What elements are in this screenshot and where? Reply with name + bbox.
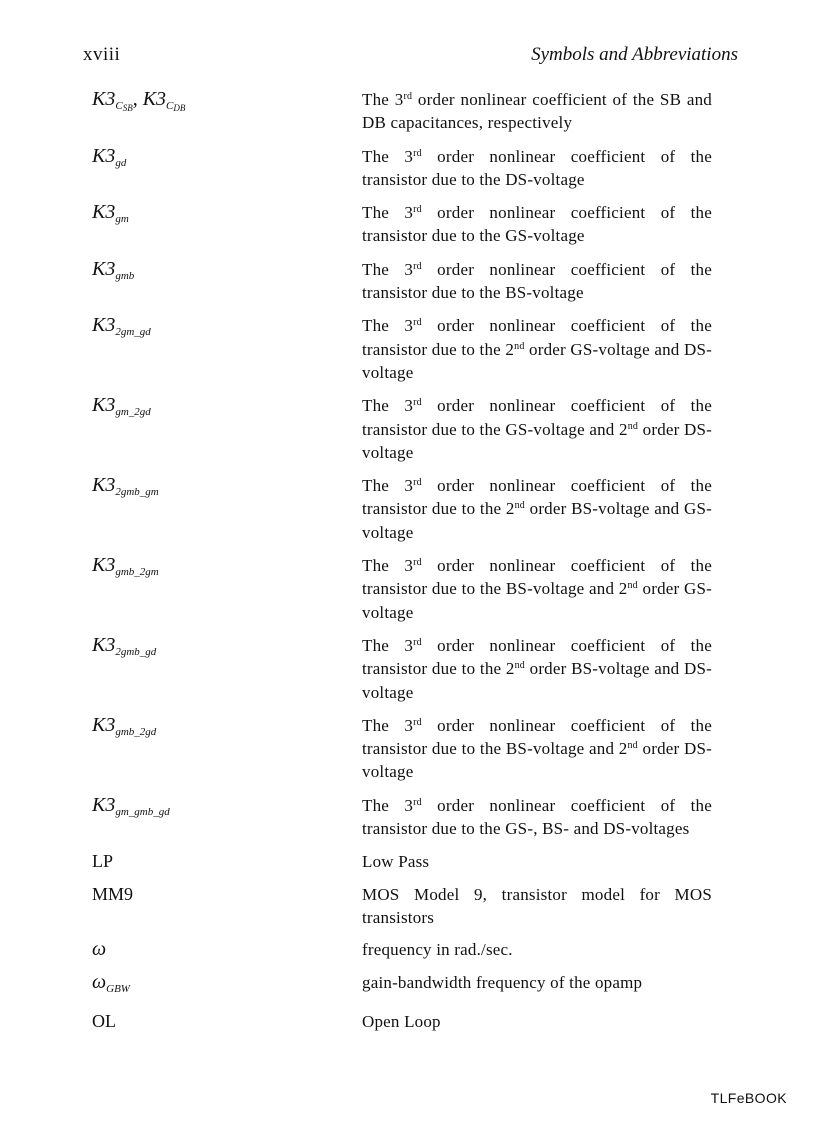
entry-description: MOS Model 9, transistor model for MOS transistors [362, 884, 712, 927]
list-item [0, 201, 816, 248]
entry-description: The 3rd order nonlinear coefficient of the transistor due to the BS-voltage [362, 259, 712, 303]
list-item [0, 938, 816, 961]
entry-symbol: $K3_{2gmb\_gd}$ [92, 633, 157, 658]
page-header [83, 44, 738, 68]
entry-symbol: OL [92, 1010, 116, 1031]
footer-mark: TLFeBOOK [710, 1090, 787, 1106]
entry-symbol: $K3_{gm\_gmb\_gd}$ [92, 793, 170, 818]
entry-symbol: $K3_{gmb\_2gm}$ [92, 554, 159, 579]
list-item [0, 314, 816, 384]
entry-symbol: $K3_{C_{SB}}$, $K3_{C_{DB}}$ [92, 88, 186, 113]
entry-symbol: $\omega_{GBW}$ [92, 970, 130, 995]
entry-symbol: $K3_{gd}$ [92, 144, 127, 169]
entry-symbol: ω [92, 938, 107, 961]
entry-description: The 3rd order nonlinear coefficient of the transistor due to the 2nd order BS-voltage and GS-voltage [362, 476, 712, 542]
entry-symbol: $K3_{2gm\_gd}$ [92, 314, 151, 339]
list-item [0, 145, 816, 192]
entry-description: The 3rd order nonlinear coefficient of the transistor due to the 2nd order BS-voltage and DS-voltage [362, 635, 712, 702]
entry-description: The 3rd order nonlinear coefficient of the transistor due to the 2nd order GS-voltage and DS-voltage [362, 316, 712, 382]
entry-symbol: $K3_{gmb}$ [92, 257, 135, 282]
running-head: Symbols and Abbreviations [531, 44, 738, 65]
list-item [0, 1010, 816, 1033]
list-item [0, 88, 816, 135]
entry-description: The 3rd order nonlinear coefficient of the transistor due to the GS-, BS- and DS-voltages [362, 795, 712, 839]
entry-symbol: $K3_{2gmb\_gm}$ [92, 474, 159, 499]
entry-symbol: $K3_{gmb\_2gd}$ [92, 713, 157, 738]
list-item [0, 971, 816, 1001]
entry-description: The 3rd order nonlinear coefficient of the transistor due to the BS-voltage and 2nd order GS-voltage [362, 556, 712, 622]
entry-symbol: LP [92, 851, 114, 872]
entry-symbol: $K3_{gm}$ [92, 201, 129, 226]
list-item [0, 794, 816, 841]
list-item [0, 554, 816, 624]
entry-description: The 3rd order nonlinear coefficient of the transistor due to the GS-voltage [362, 203, 712, 246]
entry-description: Low Pass [362, 852, 430, 872]
list-item [0, 258, 816, 305]
list-item [0, 850, 816, 873]
list-item [0, 714, 816, 784]
entry-symbol: MM9 [92, 883, 134, 904]
list-item [0, 394, 816, 464]
list-item [0, 474, 816, 544]
entry-description: The 3rd order nonlinear coefficient of the transistor due to the GS-voltage and 2nd order DS-voltage [362, 396, 712, 462]
list-item [0, 883, 816, 930]
entry-description: The 3rd order nonlinear coefficient of the transistor due to the DS-voltage [362, 146, 712, 189]
symbol-list [0, 88, 816, 1042]
entry-description: frequency in rad./sec. [362, 940, 513, 960]
entry-description: The 3rd order nonlinear coefficient of the SB and DB capacitances, respectively [362, 90, 712, 133]
entry-description: gain-bandwidth frequency of the opamp [362, 972, 643, 992]
entry-description: Open Loop [362, 1011, 441, 1031]
entry-symbol: $K3_{gm\_2gd}$ [92, 394, 151, 419]
page-number: xviii [83, 44, 121, 65]
entry-description: The 3rd order nonlinear coefficient of the transistor due to the BS-voltage and 2nd order DS-voltage [362, 715, 712, 782]
list-item [0, 634, 816, 704]
